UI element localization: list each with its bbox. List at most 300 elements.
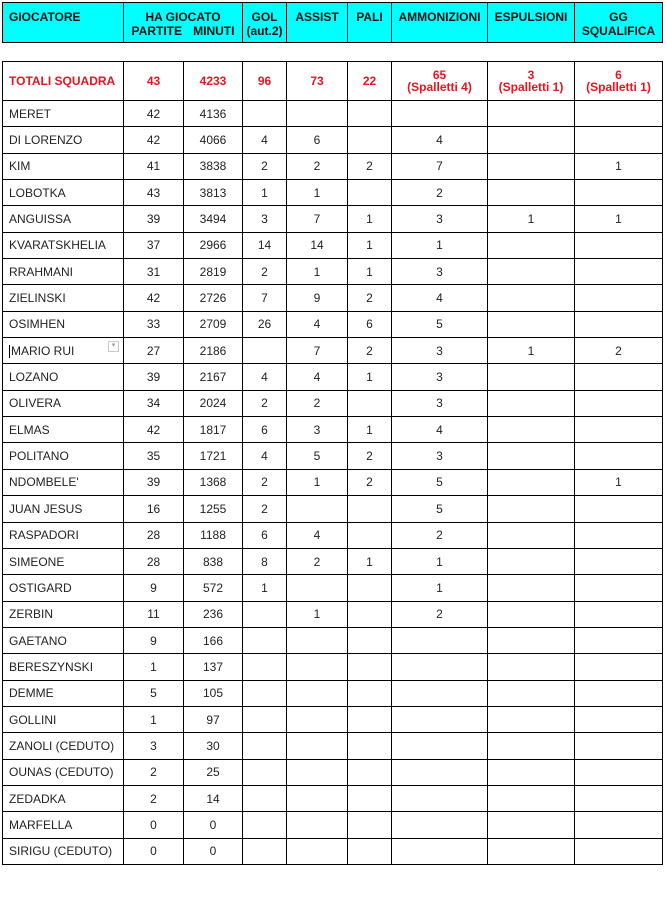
- cell-pali[interactable]: 2: [348, 338, 392, 364]
- cell-partite[interactable]: 41: [124, 153, 184, 179]
- player-name: LOZANO: [9, 370, 59, 385]
- cell-partite[interactable]: 31: [124, 259, 184, 285]
- cell-partite[interactable]: 42: [124, 127, 184, 153]
- player-name-cell[interactable]: [3, 706, 124, 732]
- cell-partite[interactable]: 28: [124, 522, 184, 548]
- cell-pali[interactable]: [348, 522, 392, 548]
- cell-minuti[interactable]: 105: [184, 680, 243, 706]
- cell-amm[interactable]: 3: [392, 259, 488, 285]
- cell-gg[interactable]: [575, 232, 663, 258]
- cell-assist[interactable]: 2: [287, 548, 348, 574]
- table-row: [3, 759, 663, 785]
- cell-minuti[interactable]: 30: [184, 733, 243, 759]
- cell-assist[interactable]: [287, 706, 348, 732]
- cell-gol[interactable]: [243, 601, 287, 627]
- cell-amm[interactable]: 2: [392, 522, 488, 548]
- cell-pali[interactable]: [348, 680, 392, 706]
- totals-espulsioni[interactable]: 3 (Spalletti 1): [488, 62, 575, 101]
- cell-pali[interactable]: [348, 812, 392, 838]
- cell-esp[interactable]: [488, 311, 575, 337]
- cell-pali[interactable]: 2: [348, 443, 392, 469]
- cell-gg[interactable]: [575, 259, 663, 285]
- cell-minuti[interactable]: 236: [184, 601, 243, 627]
- cell-minuti[interactable]: 2709: [184, 311, 243, 337]
- player-name-cell[interactable]: [3, 153, 124, 179]
- cell-gg[interactable]: [575, 548, 663, 574]
- cell-pali[interactable]: [348, 785, 392, 811]
- cell-assist[interactable]: 7: [287, 338, 348, 364]
- table-row: [3, 680, 663, 706]
- cell-gol[interactable]: [243, 812, 287, 838]
- cell-partite[interactable]: 42: [124, 417, 184, 443]
- player-name-cell[interactable]: [3, 680, 124, 706]
- player-name-cell[interactable]: [3, 101, 124, 127]
- cell-minuti[interactable]: 137: [184, 654, 243, 680]
- cell-gol[interactable]: [243, 627, 287, 653]
- cell-esp[interactable]: [488, 390, 575, 416]
- col-header-gol[interactable]: GOL (aut.2): [243, 3, 287, 43]
- cell-assist[interactable]: [287, 838, 348, 864]
- cell-assist[interactable]: 1: [287, 601, 348, 627]
- totals-gol[interactable]: 96: [243, 62, 287, 101]
- cell-gol[interactable]: [243, 785, 287, 811]
- cell-gol[interactable]: 1: [243, 180, 287, 206]
- player-name-cell[interactable]: [3, 522, 124, 548]
- cell-partite[interactable]: 39: [124, 469, 184, 495]
- player-name-cell[interactable]: [3, 575, 124, 601]
- cell-amm[interactable]: 1: [392, 575, 488, 601]
- cell-partite[interactable]: 42: [124, 101, 184, 127]
- cell-gg[interactable]: [575, 101, 663, 127]
- cell-gol[interactable]: [243, 838, 287, 864]
- cell-amm[interactable]: 1: [392, 548, 488, 574]
- cell-gg[interactable]: [575, 706, 663, 732]
- cell-pali[interactable]: [348, 654, 392, 680]
- player-name: GAETANO: [9, 633, 67, 648]
- cell-amm[interactable]: 5: [392, 311, 488, 337]
- cell-minuti[interactable]: 3494: [184, 206, 243, 232]
- totals-ammonizioni[interactable]: 65 (Spalletti 4): [392, 62, 488, 101]
- cell-gg[interactable]: [575, 364, 663, 390]
- cell-assist[interactable]: [287, 733, 348, 759]
- cell-gol[interactable]: 2: [243, 469, 287, 495]
- cell-gg[interactable]: [575, 443, 663, 469]
- cell-gol[interactable]: [243, 338, 287, 364]
- cell-pali[interactable]: [348, 127, 392, 153]
- cell-amm[interactable]: 3: [392, 364, 488, 390]
- cell-gol[interactable]: 8: [243, 548, 287, 574]
- cell-pali[interactable]: [348, 101, 392, 127]
- cell-esp[interactable]: [488, 812, 575, 838]
- cell-amm[interactable]: 3: [392, 443, 488, 469]
- player-name-cell[interactable]: [3, 232, 124, 258]
- cell-esp[interactable]: 1: [488, 338, 575, 364]
- cell-assist[interactable]: [287, 496, 348, 522]
- totals-espulsioni-note: (Spalletti 1): [498, 80, 564, 94]
- cell-gg[interactable]: [575, 627, 663, 653]
- player-name-cell[interactable]: [3, 812, 124, 838]
- cell-esp[interactable]: [488, 285, 575, 311]
- table-row: [3, 785, 663, 811]
- cell-minuti[interactable]: 1255: [184, 496, 243, 522]
- cell-minuti[interactable]: 97: [184, 706, 243, 732]
- col-header-ha-giocato[interactable]: [124, 3, 243, 43]
- player-name-cell[interactable]: [3, 390, 124, 416]
- totals-gg[interactable]: 6 (Spalletti 1): [575, 62, 663, 101]
- cell-minuti[interactable]: 838: [184, 548, 243, 574]
- cell-assist[interactable]: 2: [287, 390, 348, 416]
- player-name: JUAN JESUS: [9, 501, 83, 516]
- cell-partite[interactable]: 28: [124, 548, 184, 574]
- cell-amm[interactable]: 5: [392, 496, 488, 522]
- player-name-cell[interactable]: [3, 417, 124, 443]
- stats-table: [2, 61, 663, 865]
- cell-amm[interactable]: [392, 785, 488, 811]
- cell-esp[interactable]: [488, 548, 575, 574]
- cell-pali[interactable]: [348, 496, 392, 522]
- cell-amm[interactable]: [392, 733, 488, 759]
- cell-gol[interactable]: 1: [243, 575, 287, 601]
- cell-gol[interactable]: 4: [243, 443, 287, 469]
- cell-assist[interactable]: 3: [287, 417, 348, 443]
- cell-gol[interactable]: 4: [243, 127, 287, 153]
- cell-pali[interactable]: [348, 575, 392, 601]
- cell-assist[interactable]: [287, 812, 348, 838]
- cell-minuti[interactable]: 4066: [184, 127, 243, 153]
- cell-gol[interactable]: 2: [243, 390, 287, 416]
- player-name: OSIMHEN: [9, 317, 66, 332]
- cell-amm[interactable]: 1: [392, 232, 488, 258]
- totals-pali[interactable]: 22: [348, 62, 392, 101]
- cell-gg[interactable]: [575, 311, 663, 337]
- player-name-cell[interactable]: [3, 311, 124, 337]
- col-header-gg-squalifica[interactable]: GG SQUALIFICA: [575, 3, 663, 43]
- cell-amm[interactable]: 4: [392, 127, 488, 153]
- table-row: [3, 285, 663, 311]
- cell-pali[interactable]: [348, 601, 392, 627]
- cell-assist[interactable]: 14: [287, 232, 348, 258]
- col-header-ammonizioni[interactable]: AMMONIZIONI: [392, 3, 488, 43]
- cell-esp[interactable]: [488, 232, 575, 258]
- table-row: [3, 232, 663, 258]
- cell-gol[interactable]: [243, 759, 287, 785]
- cell-amm[interactable]: [392, 706, 488, 732]
- cell-gg[interactable]: [575, 285, 663, 311]
- cell-gg[interactable]: [575, 575, 663, 601]
- col-header-partite: PARTITE: [131, 24, 182, 38]
- cell-partite[interactable]: 42: [124, 285, 184, 311]
- cell-amm[interactable]: [392, 101, 488, 127]
- cell-partite[interactable]: 0: [124, 812, 184, 838]
- cell-gg[interactable]: [575, 601, 663, 627]
- cell-partite[interactable]: 5: [124, 680, 184, 706]
- cell-assist[interactable]: 9: [287, 285, 348, 311]
- cell-pali[interactable]: [348, 180, 392, 206]
- cell-pali[interactable]: [348, 706, 392, 732]
- cell-gg[interactable]: [575, 654, 663, 680]
- cell-esp[interactable]: [488, 469, 575, 495]
- cell-partite[interactable]: 27: [124, 338, 184, 364]
- cell-gg[interactable]: [575, 496, 663, 522]
- cell-esp[interactable]: [488, 838, 575, 864]
- player-name-cell[interactable]: [3, 443, 124, 469]
- cell-minuti[interactable]: 3813: [184, 180, 243, 206]
- cell-partite[interactable]: 37: [124, 232, 184, 258]
- cell-pali[interactable]: 1: [348, 232, 392, 258]
- cell-assist[interactable]: 2: [287, 153, 348, 179]
- cell-esp[interactable]: [488, 733, 575, 759]
- cell-pali[interactable]: 2: [348, 469, 392, 495]
- cell-esp[interactable]: [488, 522, 575, 548]
- cell-minuti[interactable]: 1368: [184, 469, 243, 495]
- cell-minuti[interactable]: 2167: [184, 364, 243, 390]
- cell-assist[interactable]: 7: [287, 206, 348, 232]
- cell-gg[interactable]: [575, 180, 663, 206]
- cell-partite[interactable]: 34: [124, 390, 184, 416]
- cell-minuti[interactable]: 2819: [184, 259, 243, 285]
- col-header-pali[interactable]: PALI: [348, 3, 392, 43]
- cell-minuti[interactable]: 4136: [184, 101, 243, 127]
- player-name-cell[interactable]: [3, 733, 124, 759]
- cell-amm[interactable]: 4: [392, 285, 488, 311]
- cell-pali[interactable]: [348, 627, 392, 653]
- cell-pali[interactable]: 1: [348, 206, 392, 232]
- cell-amm[interactable]: [392, 680, 488, 706]
- col-header-espulsioni[interactable]: ESPULSIONI: [488, 3, 575, 43]
- cell-pali[interactable]: [348, 390, 392, 416]
- cell-assist[interactable]: [287, 680, 348, 706]
- cell-assist[interactable]: [287, 654, 348, 680]
- cell-amm[interactable]: [392, 627, 488, 653]
- cell-minuti[interactable]: 1721: [184, 443, 243, 469]
- text-cursor: [9, 345, 10, 358]
- cell-minuti[interactable]: 2966: [184, 232, 243, 258]
- cell-gg[interactable]: 2: [575, 338, 663, 364]
- cell-pali[interactable]: 1: [348, 548, 392, 574]
- player-name-cell[interactable]: [3, 469, 124, 495]
- cell-partite[interactable]: 9: [124, 575, 184, 601]
- cell-gol[interactable]: [243, 654, 287, 680]
- cell-esp[interactable]: [488, 180, 575, 206]
- cell-partite[interactable]: 2: [124, 759, 184, 785]
- cell-assist[interactable]: 4: [287, 311, 348, 337]
- cell-gol[interactable]: 2: [243, 259, 287, 285]
- table-row: [3, 469, 663, 495]
- cell-assist[interactable]: [287, 759, 348, 785]
- cell-gg[interactable]: 1: [575, 153, 663, 179]
- player-name-cell[interactable]: [3, 206, 124, 232]
- cell-amm[interactable]: [392, 759, 488, 785]
- cell-assist[interactable]: 6: [287, 127, 348, 153]
- cell-gol[interactable]: 26: [243, 311, 287, 337]
- cell-partite[interactable]: 0: [124, 838, 184, 864]
- cell-esp[interactable]: 1: [488, 206, 575, 232]
- cell-gg[interactable]: 1: [575, 469, 663, 495]
- cell-esp[interactable]: [488, 654, 575, 680]
- cell-gol[interactable]: 2: [243, 153, 287, 179]
- cell-minuti[interactable]: 0: [184, 812, 243, 838]
- cell-gol[interactable]: [243, 101, 287, 127]
- cell-partite[interactable]: 35: [124, 443, 184, 469]
- cell-amm[interactable]: 4: [392, 417, 488, 443]
- cell-pali[interactable]: 2: [348, 285, 392, 311]
- cell-assist[interactable]: [287, 101, 348, 127]
- col-header-minuti: MINUTI: [193, 24, 235, 38]
- cell-amm[interactable]: [392, 812, 488, 838]
- cell-minuti[interactable]: 2186: [184, 338, 243, 364]
- cell-minuti[interactable]: 0: [184, 838, 243, 864]
- cell-esp[interactable]: [488, 601, 575, 627]
- player-name-cell[interactable]: [3, 285, 124, 311]
- cell-gol[interactable]: 7: [243, 285, 287, 311]
- cell-assist[interactable]: [287, 785, 348, 811]
- player-name-cell[interactable]: [3, 785, 124, 811]
- cell-minuti[interactable]: 166: [184, 627, 243, 653]
- cell-gg[interactable]: 1: [575, 206, 663, 232]
- player-name-cell[interactable]: [3, 259, 124, 285]
- cell-gg[interactable]: [575, 812, 663, 838]
- cell-esp[interactable]: [488, 259, 575, 285]
- totals-gg-note: (Spalletti 1): [586, 80, 651, 94]
- cell-partite[interactable]: 9: [124, 627, 184, 653]
- cell-minuti[interactable]: 1817: [184, 417, 243, 443]
- cell-partite[interactable]: 39: [124, 364, 184, 390]
- cell-esp[interactable]: [488, 364, 575, 390]
- cell-partite[interactable]: 3: [124, 733, 184, 759]
- cell-gg[interactable]: [575, 417, 663, 443]
- cell-esp[interactable]: [488, 127, 575, 153]
- player-name-cell[interactable]: [3, 496, 124, 522]
- cell-gol[interactable]: 3: [243, 206, 287, 232]
- player-name-cell[interactable]: [3, 548, 124, 574]
- cell-esp[interactable]: [488, 153, 575, 179]
- cell-gg[interactable]: [575, 733, 663, 759]
- cell-esp[interactable]: [488, 443, 575, 469]
- filter-dropdown-icon[interactable]: ▾: [108, 341, 119, 352]
- cell-minuti[interactable]: 1188: [184, 522, 243, 548]
- cell-amm[interactable]: 3: [392, 390, 488, 416]
- cell-assist[interactable]: 4: [287, 522, 348, 548]
- cell-gg[interactable]: [575, 785, 663, 811]
- cell-amm[interactable]: 5: [392, 469, 488, 495]
- cell-amm[interactable]: [392, 654, 488, 680]
- col-header-giocatore[interactable]: GIOCATORE: [3, 3, 124, 43]
- cell-partite[interactable]: 16: [124, 496, 184, 522]
- player-name-cell[interactable]: [3, 180, 124, 206]
- player-name-cell[interactable]: [3, 364, 124, 390]
- totals-label[interactable]: TOTALI SQUADRA: [3, 62, 124, 101]
- cell-esp[interactable]: [488, 706, 575, 732]
- cell-pali[interactable]: 1: [348, 364, 392, 390]
- cell-minuti[interactable]: 2726: [184, 285, 243, 311]
- cell-assist[interactable]: 1: [287, 469, 348, 495]
- cell-gol[interactable]: [243, 706, 287, 732]
- player-name-cell[interactable]: [3, 601, 124, 627]
- cell-gg[interactable]: [575, 680, 663, 706]
- cell-gg[interactable]: [575, 838, 663, 864]
- cell-esp[interactable]: [488, 759, 575, 785]
- player-name-cell[interactable]: [3, 338, 124, 364]
- player-name-cell[interactable]: [3, 838, 124, 864]
- cell-partite[interactable]: 2: [124, 785, 184, 811]
- cell-pali[interactable]: 6: [348, 311, 392, 337]
- cell-amm[interactable]: 3: [392, 338, 488, 364]
- cell-pali[interactable]: [348, 733, 392, 759]
- cell-minuti[interactable]: 25: [184, 759, 243, 785]
- player-name-cell[interactable]: [3, 127, 124, 153]
- totals-assist[interactable]: 73: [287, 62, 348, 101]
- totals-minuti[interactable]: 4233: [184, 62, 243, 101]
- cell-gol[interactable]: [243, 680, 287, 706]
- cell-gg[interactable]: [575, 127, 663, 153]
- player-name-cell[interactable]: [3, 654, 124, 680]
- cell-amm[interactable]: 2: [392, 601, 488, 627]
- player-name: LOBOTKA: [9, 185, 66, 200]
- cell-esp[interactable]: [488, 627, 575, 653]
- cell-pali[interactable]: 1: [348, 259, 392, 285]
- cell-assist[interactable]: [287, 627, 348, 653]
- cell-gg[interactable]: [575, 759, 663, 785]
- cell-partite[interactable]: 1: [124, 654, 184, 680]
- cell-esp[interactable]: [488, 101, 575, 127]
- table-row: [3, 733, 663, 759]
- cell-partite[interactable]: 1: [124, 706, 184, 732]
- cell-partite[interactable]: 11: [124, 601, 184, 627]
- cell-assist[interactable]: 4: [287, 364, 348, 390]
- player-name: SIMEONE: [9, 554, 65, 569]
- cell-gol[interactable]: 6: [243, 417, 287, 443]
- cell-assist[interactable]: 1: [287, 259, 348, 285]
- cell-amm[interactable]: [392, 838, 488, 864]
- cell-gol[interactable]: 14: [243, 232, 287, 258]
- cell-pali[interactable]: 2: [348, 153, 392, 179]
- cell-esp[interactable]: [488, 417, 575, 443]
- totals-partite[interactable]: 43: [124, 62, 184, 101]
- player-name-cell[interactable]: [3, 627, 124, 653]
- cell-pali[interactable]: 1: [348, 417, 392, 443]
- cell-esp[interactable]: [488, 575, 575, 601]
- player-name-cell[interactable]: [3, 759, 124, 785]
- cell-assist[interactable]: 1: [287, 180, 348, 206]
- cell-gol[interactable]: 6: [243, 522, 287, 548]
- cell-minuti[interactable]: 572: [184, 575, 243, 601]
- cell-pali[interactable]: [348, 838, 392, 864]
- cell-gol[interactable]: [243, 733, 287, 759]
- cell-assist[interactable]: [287, 575, 348, 601]
- cell-gg[interactable]: [575, 390, 663, 416]
- cell-gol[interactable]: 2: [243, 496, 287, 522]
- player-name: RRAHMANI: [9, 264, 74, 279]
- cell-partite[interactable]: 43: [124, 180, 184, 206]
- cell-amm[interactable]: 2: [392, 180, 488, 206]
- cell-minuti[interactable]: 2024: [184, 390, 243, 416]
- cell-minuti[interactable]: 3838: [184, 153, 243, 179]
- cell-assist[interactable]: 5: [287, 443, 348, 469]
- col-header-assist[interactable]: ASSIST: [287, 3, 348, 43]
- cell-partite[interactable]: 33: [124, 311, 184, 337]
- cell-esp[interactable]: [488, 496, 575, 522]
- cell-minuti[interactable]: 14: [184, 785, 243, 811]
- cell-pali[interactable]: [348, 759, 392, 785]
- cell-amm[interactable]: 7: [392, 153, 488, 179]
- cell-esp[interactable]: [488, 785, 575, 811]
- cell-gol[interactable]: 4: [243, 364, 287, 390]
- player-name: OUNAS (CEDUTO): [9, 765, 114, 780]
- cell-gg[interactable]: [575, 522, 663, 548]
- cell-esp[interactable]: [488, 680, 575, 706]
- cell-partite[interactable]: 39: [124, 206, 184, 232]
- cell-amm[interactable]: 3: [392, 206, 488, 232]
